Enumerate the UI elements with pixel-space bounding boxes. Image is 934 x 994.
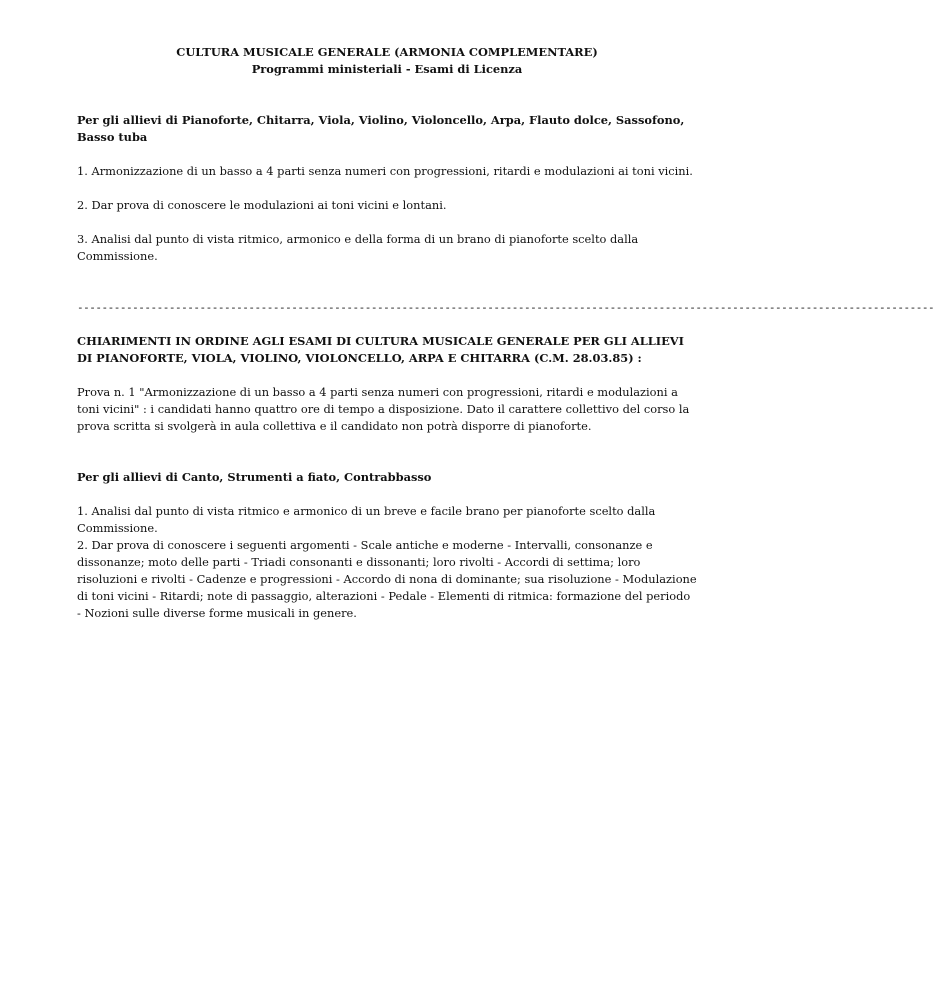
section-heading-instruments: Per gli allievi di Pianoforte, Chitarra, Viola, Violino, Violoncello, Arpa, Flauto dolce, Sassofono, Basso tuba: [77, 113, 685, 144]
list-item: 1. Armonizzazione di un basso a 4 parti senza numeri con progressioni, ritardi e modulazioni ai toni vicini.: [77, 164, 693, 178]
list-item: 3. Analisi dal punto di vista ritmico, armonico e della forma di un brano di pianoforte scelto dalla Commissione.: [77, 232, 639, 263]
section-heading-clarifications: CHIARIMENTI IN ORDINE AGLI ESAMI DI CULTURA MUSICALE GENERALE PER GLI ALLIEVI DI PIANOFORTE, VIOLA, VIOLINO, VIOLONCELLO, ARPA E CHITARRA (C.M. 28.03.85) :: [77, 334, 684, 365]
document-subtitle: Programmi ministeriali - Esami di Licenza: [251, 62, 523, 76]
list-item: 2. Dar prova di conoscere i seguenti argomenti - Scale antiche e moderne - Intervalli, consonanze e dissonanze; moto delle parti - Triadi consonanti e dissonanti; loro rivolti - Accordi di settima; loro risoluzioni e rivolti - Cadenze e progressioni - Accordo di nona di dominante; sua risoluzione - Modulazione di toni vicini - Ritardi; note di passaggio, alterazioni - Pedale - Elementi di ritmica: formazione del periodo - Nozioni sulle diverse forme musicali in genere.: [77, 538, 697, 620]
dashed-separator: --------------------------------------------------------------------------------------------------------------------------------------------: [77, 301, 934, 314]
list-item: 1. Analisi dal punto di vista ritmico e armonico di un breve e facile brano per pianoforte scelto dalla Commissione.: [77, 504, 656, 535]
section-heading-canto: Per gli allievi di Canto, Strumenti a fiato, Contrabbasso: [77, 470, 432, 484]
document-page: [77, 44, 934, 622]
clarification-paragraph: Prova n. 1 "Armonizzazione di un basso a 4 parti senza numeri con progressioni, ritardi e modulazioni a toni vicini" : i candidati hanno quattro ore di tempo a disposizione. Dato il carattere collettivo del corso la prova scritta si svolgerà in aula collettiva e il candidato non potrà disporre di pianoforte.: [77, 385, 690, 433]
list-item: 2. Dar prova di conoscere le modulazioni ai toni vicini e lontani.: [77, 198, 447, 212]
document-title: CULTURA MUSICALE GENERALE (ARMONIA COMPLEMENTARE): [176, 45, 598, 59]
